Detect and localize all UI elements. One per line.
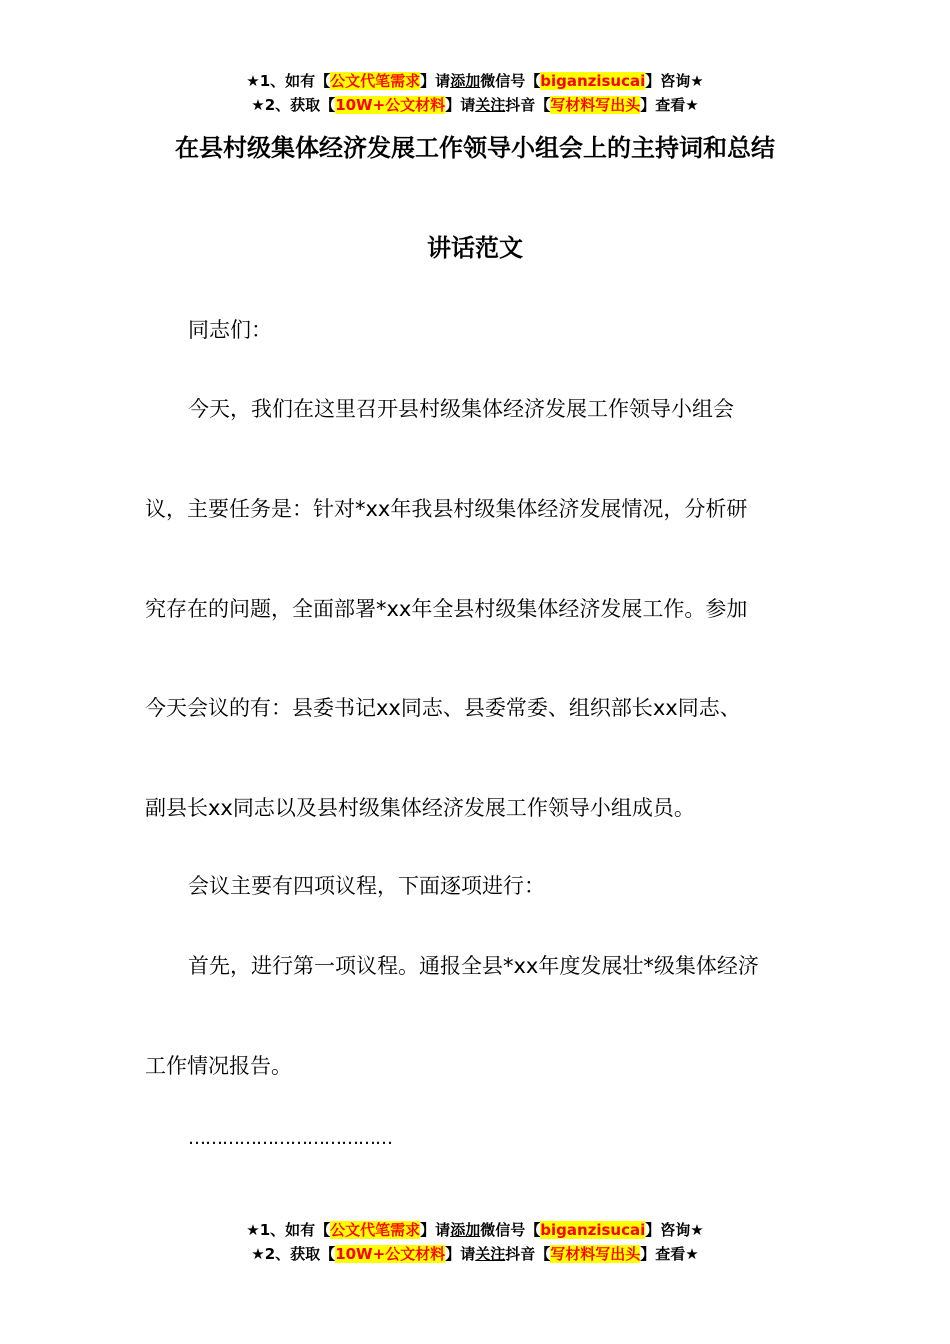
paragraph-line: 究存在的问题，全面部署*xx年全县村级集体经济发展工作。参加: [145, 597, 748, 621]
banner-text: 】咨询★: [645, 72, 704, 90]
banner-text: ★1、如有【: [246, 72, 331, 90]
banner-line-1: [0, 1218, 950, 1242]
banner-text: 抖音【: [505, 96, 551, 114]
banner-text: ★1、如有【: [246, 1221, 331, 1239]
banner-text: 】查看★: [640, 1245, 699, 1263]
banner-text: 微信号【: [480, 72, 541, 90]
banner-text: 】请: [445, 96, 476, 114]
paragraph-line: 今天会议的有：县委书记xx同志、县委常委、组织部长xx同志、: [145, 696, 741, 720]
paragraph-line: 首先，进行第一项议程。通报全县*xx年度发展壮*级集体经济: [188, 954, 759, 978]
banner-text: ★2、获取【: [251, 96, 336, 114]
banner-highlight: 写材料写出头: [550, 96, 641, 114]
top-banner: [0, 69, 950, 117]
banner-text: 】请: [420, 1221, 451, 1239]
banner-text: 】请: [420, 72, 451, 90]
banner-text: 】咨询★: [645, 1221, 704, 1239]
paragraph-line: 今天，我们在这里召开县村级集体经济发展工作领导小组会: [188, 397, 734, 421]
banner-underlined: 添加: [450, 1221, 481, 1239]
document-title-line-2: 讲话范文: [427, 234, 523, 262]
banner-line-2: [0, 93, 950, 117]
banner-highlight: 10W+公文材料: [335, 96, 446, 114]
banner-underlined: 关注: [475, 1245, 506, 1263]
banner-underlined: 关注: [475, 96, 506, 114]
banner-text: ★2、获取【: [251, 1245, 336, 1263]
banner-highlight: 公文代笔需求: [330, 1221, 421, 1239]
banner-line-2: [0, 1242, 950, 1266]
banner-line-1: [0, 69, 950, 93]
banner-highlight: 写材料写出头: [550, 1245, 641, 1263]
paragraph-line: 工作情况报告。: [145, 1054, 292, 1078]
ellipsis: ………………………………: [188, 1128, 392, 1149]
banner-highlight: biganzisucai: [540, 72, 646, 90]
paragraph-line: 副县长xx同志以及县村级集体经济发展工作领导小组成员。: [145, 796, 695, 820]
banner-text: 微信号【: [480, 1221, 541, 1239]
bottom-banner: [0, 1218, 950, 1266]
salutation: 同志们：: [188, 318, 272, 342]
document-title-line-1: 在县村级集体经济发展工作领导小组会上的主持词和总结: [175, 134, 775, 162]
banner-text: 】请: [445, 1245, 476, 1263]
banner-highlight: 10W+公文材料: [335, 1245, 446, 1263]
banner-highlight: 公文代笔需求: [330, 72, 421, 90]
banner-text: 抖音【: [505, 1245, 551, 1263]
paragraph-line: 议，主要任务是：针对*xx年我县村级集体经济发展情况，分析研: [145, 497, 748, 521]
paragraph-line: 会议主要有四项议程，下面逐项进行：: [188, 874, 545, 898]
banner-underlined: 添加: [450, 72, 481, 90]
banner-text: 】查看★: [640, 96, 699, 114]
banner-highlight: biganzisucai: [540, 1221, 646, 1239]
